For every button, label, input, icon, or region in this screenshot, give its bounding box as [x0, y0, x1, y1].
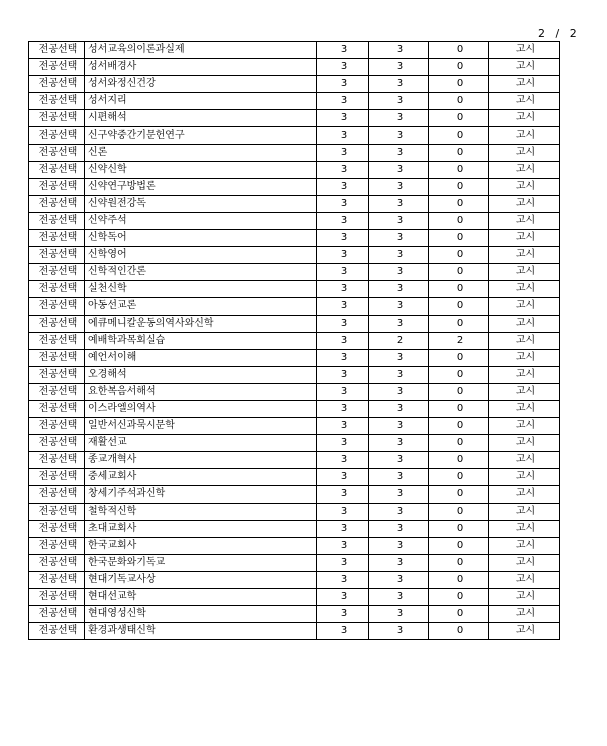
table-row [29, 606, 560, 623]
credits-cell: 3 [317, 332, 369, 349]
course-name-cell: 신학영어 [85, 247, 317, 264]
note-cell: 고시 [489, 127, 560, 144]
table-row [29, 247, 560, 264]
credits-cell: 3 [317, 161, 369, 178]
category-cell: 전공선택 [29, 452, 85, 469]
table-row [29, 127, 560, 144]
practice-hours-cell: 0 [429, 281, 489, 298]
theory-hours-cell: 3 [369, 76, 429, 93]
credits-cell: 3 [317, 264, 369, 281]
course-name-cell: 환경과생태신학 [85, 623, 317, 640]
category-cell: 전공선택 [29, 264, 85, 281]
table-row [29, 349, 560, 366]
theory-hours-cell: 3 [369, 537, 429, 554]
category-cell: 전공선택 [29, 366, 85, 383]
category-cell: 전공선택 [29, 486, 85, 503]
course-name-cell: 예배학과목회실습 [85, 332, 317, 349]
practice-hours-cell: 0 [429, 93, 489, 110]
course-name-cell: 시편해석 [85, 110, 317, 127]
note-cell: 고시 [489, 623, 560, 640]
theory-hours-cell: 3 [369, 418, 429, 435]
course-name-cell: 창세기주석과신학 [85, 486, 317, 503]
theory-hours-cell: 3 [369, 469, 429, 486]
course-table [28, 41, 560, 640]
category-cell: 전공선택 [29, 469, 85, 486]
table-row [29, 469, 560, 486]
practice-hours-cell: 0 [429, 418, 489, 435]
note-cell: 고시 [489, 144, 560, 161]
note-cell: 고시 [489, 589, 560, 606]
practice-hours-cell: 0 [429, 298, 489, 315]
practice-hours-cell: 0 [429, 230, 489, 247]
category-cell: 전공선택 [29, 178, 85, 195]
course-name-cell: 한국문화와기독교 [85, 554, 317, 571]
theory-hours-cell: 3 [369, 400, 429, 417]
practice-hours-cell: 0 [429, 178, 489, 195]
note-cell: 고시 [489, 212, 560, 229]
credits-cell: 3 [317, 195, 369, 212]
credits-cell: 3 [317, 212, 369, 229]
note-cell: 고시 [489, 332, 560, 349]
category-cell: 전공선택 [29, 144, 85, 161]
category-cell: 전공선택 [29, 230, 85, 247]
practice-hours-cell: 0 [429, 435, 489, 452]
practice-hours-cell: 0 [429, 110, 489, 127]
table-row [29, 571, 560, 588]
page-current: 2 [538, 27, 545, 40]
table-row [29, 144, 560, 161]
course-name-cell: 실천신학 [85, 281, 317, 298]
practice-hours-cell: 0 [429, 452, 489, 469]
note-cell: 고시 [489, 178, 560, 195]
practice-hours-cell: 0 [429, 571, 489, 588]
practice-hours-cell: 0 [429, 144, 489, 161]
theory-hours-cell: 3 [369, 59, 429, 76]
note-cell: 고시 [489, 383, 560, 400]
practice-hours-cell: 0 [429, 349, 489, 366]
table-row [29, 230, 560, 247]
note-cell: 고시 [489, 42, 560, 59]
course-name-cell: 신론 [85, 144, 317, 161]
course-name-cell: 성서배경사 [85, 59, 317, 76]
table-body [29, 42, 560, 640]
course-name-cell: 성서와정신건강 [85, 76, 317, 93]
credits-cell: 3 [317, 42, 369, 59]
category-cell: 전공선택 [29, 503, 85, 520]
practice-hours-cell: 0 [429, 76, 489, 93]
category-cell: 전공선택 [29, 161, 85, 178]
credits-cell: 3 [317, 520, 369, 537]
category-cell: 전공선택 [29, 400, 85, 417]
theory-hours-cell: 3 [369, 247, 429, 264]
note-cell: 고시 [489, 93, 560, 110]
note-cell: 고시 [489, 315, 560, 332]
category-cell: 전공선택 [29, 623, 85, 640]
table-row [29, 366, 560, 383]
course-name-cell: 신약주석 [85, 212, 317, 229]
course-name-cell: 신약연구방법론 [85, 178, 317, 195]
note-cell: 고시 [489, 469, 560, 486]
course-name-cell: 성서교육의이론과실제 [85, 42, 317, 59]
table-row [29, 332, 560, 349]
table-row [29, 623, 560, 640]
theory-hours-cell: 3 [369, 606, 429, 623]
credits-cell: 3 [317, 589, 369, 606]
course-name-cell: 아동선교론 [85, 298, 317, 315]
credits-cell: 3 [317, 383, 369, 400]
table-row [29, 161, 560, 178]
table-row [29, 315, 560, 332]
practice-hours-cell: 0 [429, 623, 489, 640]
table-row [29, 503, 560, 520]
credits-cell: 3 [317, 469, 369, 486]
practice-hours-cell: 0 [429, 315, 489, 332]
category-cell: 전공선택 [29, 42, 85, 59]
page-total: 2 [569, 27, 577, 40]
theory-hours-cell: 3 [369, 589, 429, 606]
category-cell: 전공선택 [29, 606, 85, 623]
credits-cell: 3 [317, 281, 369, 298]
category-cell: 전공선택 [29, 571, 85, 588]
table-row [29, 195, 560, 212]
theory-hours-cell: 3 [369, 144, 429, 161]
credits-cell: 3 [317, 503, 369, 520]
theory-hours-cell: 3 [369, 42, 429, 59]
category-cell: 전공선택 [29, 520, 85, 537]
course-name-cell: 초대교회사 [85, 520, 317, 537]
practice-hours-cell: 0 [429, 589, 489, 606]
theory-hours-cell: 3 [369, 178, 429, 195]
note-cell: 고시 [489, 76, 560, 93]
note-cell: 고시 [489, 59, 560, 76]
theory-hours-cell: 3 [369, 127, 429, 144]
credits-cell: 3 [317, 554, 369, 571]
category-cell: 전공선택 [29, 383, 85, 400]
category-cell: 전공선택 [29, 315, 85, 332]
course-name-cell: 신학적인간론 [85, 264, 317, 281]
table-row [29, 520, 560, 537]
theory-hours-cell: 3 [369, 195, 429, 212]
category-cell: 전공선택 [29, 435, 85, 452]
course-name-cell: 예언서이해 [85, 349, 317, 366]
practice-hours-cell: 0 [429, 195, 489, 212]
theory-hours-cell: 3 [369, 623, 429, 640]
course-name-cell: 일반서신과묵시문학 [85, 418, 317, 435]
theory-hours-cell: 3 [369, 298, 429, 315]
course-name-cell: 신학독어 [85, 230, 317, 247]
note-cell: 고시 [489, 418, 560, 435]
theory-hours-cell: 3 [369, 571, 429, 588]
note-cell: 고시 [489, 110, 560, 127]
category-cell: 전공선택 [29, 127, 85, 144]
category-cell: 전공선택 [29, 537, 85, 554]
course-name-cell: 현대영성신학 [85, 606, 317, 623]
course-name-cell: 오경해석 [85, 366, 317, 383]
note-cell: 고시 [489, 264, 560, 281]
category-cell: 전공선택 [29, 554, 85, 571]
theory-hours-cell: 3 [369, 212, 429, 229]
table-row [29, 537, 560, 554]
credits-cell: 3 [317, 418, 369, 435]
theory-hours-cell: 3 [369, 230, 429, 247]
category-cell: 전공선택 [29, 418, 85, 435]
category-cell: 전공선택 [29, 281, 85, 298]
practice-hours-cell: 0 [429, 383, 489, 400]
theory-hours-cell: 3 [369, 315, 429, 332]
note-cell: 고시 [489, 571, 560, 588]
table-row [29, 554, 560, 571]
table-row [29, 400, 560, 417]
table-row [29, 264, 560, 281]
credits-cell: 3 [317, 623, 369, 640]
credits-cell: 3 [317, 537, 369, 554]
practice-hours-cell: 0 [429, 42, 489, 59]
table-row [29, 110, 560, 127]
category-cell: 전공선택 [29, 93, 85, 110]
category-cell: 전공선택 [29, 110, 85, 127]
note-cell: 고시 [489, 520, 560, 537]
credits-cell: 3 [317, 452, 369, 469]
practice-hours-cell: 0 [429, 537, 489, 554]
note-cell: 고시 [489, 161, 560, 178]
course-name-cell: 신구약중간기문헌연구 [85, 127, 317, 144]
practice-hours-cell: 0 [429, 554, 489, 571]
credits-cell: 3 [317, 144, 369, 161]
course-name-cell: 이스라엘의역사 [85, 400, 317, 417]
course-name-cell: 현대선교학 [85, 589, 317, 606]
credits-cell: 3 [317, 571, 369, 588]
practice-hours-cell: 0 [429, 366, 489, 383]
course-name-cell: 종교개혁사 [85, 452, 317, 469]
note-cell: 고시 [489, 230, 560, 247]
course-name-cell: 신약원전강독 [85, 195, 317, 212]
practice-hours-cell: 0 [429, 503, 489, 520]
credits-cell: 3 [317, 127, 369, 144]
practice-hours-cell: 0 [429, 127, 489, 144]
category-cell: 전공선택 [29, 349, 85, 366]
category-cell: 전공선택 [29, 59, 85, 76]
credits-cell: 3 [317, 230, 369, 247]
table-row [29, 212, 560, 229]
note-cell: 고시 [489, 247, 560, 264]
practice-hours-cell: 0 [429, 469, 489, 486]
course-name-cell: 중세교회사 [85, 469, 317, 486]
practice-hours-cell: 0 [429, 400, 489, 417]
practice-hours-cell: 0 [429, 606, 489, 623]
theory-hours-cell: 2 [369, 332, 429, 349]
table-row [29, 589, 560, 606]
note-cell: 고시 [489, 503, 560, 520]
theory-hours-cell: 3 [369, 554, 429, 571]
note-cell: 고시 [489, 554, 560, 571]
credits-cell: 3 [317, 486, 369, 503]
note-cell: 고시 [489, 366, 560, 383]
course-name-cell: 재활선교 [85, 435, 317, 452]
credits-cell: 3 [317, 178, 369, 195]
theory-hours-cell: 3 [369, 366, 429, 383]
category-cell: 전공선택 [29, 212, 85, 229]
note-cell: 고시 [489, 298, 560, 315]
theory-hours-cell: 3 [369, 110, 429, 127]
note-cell: 고시 [489, 195, 560, 212]
category-cell: 전공선택 [29, 298, 85, 315]
table-row [29, 42, 560, 59]
note-cell: 고시 [489, 435, 560, 452]
practice-hours-cell: 0 [429, 486, 489, 503]
course-name-cell: 한국교회사 [85, 537, 317, 554]
table-row [29, 383, 560, 400]
credits-cell: 3 [317, 76, 369, 93]
theory-hours-cell: 3 [369, 383, 429, 400]
table-row [29, 93, 560, 110]
credits-cell: 3 [317, 59, 369, 76]
table-row [29, 281, 560, 298]
theory-hours-cell: 3 [369, 503, 429, 520]
category-cell: 전공선택 [29, 76, 85, 93]
credits-cell: 3 [317, 315, 369, 332]
note-cell: 고시 [489, 281, 560, 298]
category-cell: 전공선택 [29, 589, 85, 606]
table-row [29, 59, 560, 76]
practice-hours-cell: 0 [429, 59, 489, 76]
course-name-cell: 철학적신학 [85, 503, 317, 520]
note-cell: 고시 [489, 486, 560, 503]
note-cell: 고시 [489, 452, 560, 469]
credits-cell: 3 [317, 400, 369, 417]
practice-hours-cell: 0 [429, 520, 489, 537]
table-row [29, 178, 560, 195]
theory-hours-cell: 3 [369, 161, 429, 178]
theory-hours-cell: 3 [369, 264, 429, 281]
practice-hours-cell: 0 [429, 264, 489, 281]
credits-cell: 3 [317, 606, 369, 623]
note-cell: 고시 [489, 606, 560, 623]
table-row [29, 452, 560, 469]
table-row [29, 298, 560, 315]
practice-hours-cell: 2 [429, 332, 489, 349]
table-row [29, 435, 560, 452]
note-cell: 고시 [489, 537, 560, 554]
practice-hours-cell: 0 [429, 161, 489, 178]
category-cell: 전공선택 [29, 195, 85, 212]
course-name-cell: 요한복음서해석 [85, 383, 317, 400]
note-cell: 고시 [489, 349, 560, 366]
page-number [538, 27, 598, 40]
credits-cell: 3 [317, 349, 369, 366]
credits-cell: 3 [317, 110, 369, 127]
credits-cell: 3 [317, 93, 369, 110]
table-row [29, 418, 560, 435]
theory-hours-cell: 3 [369, 349, 429, 366]
theory-hours-cell: 3 [369, 281, 429, 298]
course-name-cell: 현대기독교사상 [85, 571, 317, 588]
theory-hours-cell: 3 [369, 520, 429, 537]
credits-cell: 3 [317, 435, 369, 452]
category-cell: 전공선택 [29, 332, 85, 349]
course-name-cell: 성서지리 [85, 93, 317, 110]
theory-hours-cell: 3 [369, 486, 429, 503]
course-name-cell: 에큐메니칼운동의역사와신학 [85, 315, 317, 332]
course-name-cell: 신약신학 [85, 161, 317, 178]
note-cell: 고시 [489, 400, 560, 417]
page-separator: / [555, 27, 560, 40]
credits-cell: 3 [317, 366, 369, 383]
practice-hours-cell: 0 [429, 247, 489, 264]
theory-hours-cell: 3 [369, 93, 429, 110]
credits-cell: 3 [317, 298, 369, 315]
table-row [29, 486, 560, 503]
practice-hours-cell: 0 [429, 212, 489, 229]
credits-cell: 3 [317, 247, 369, 264]
table-row [29, 76, 560, 93]
theory-hours-cell: 3 [369, 435, 429, 452]
category-cell: 전공선택 [29, 247, 85, 264]
theory-hours-cell: 3 [369, 452, 429, 469]
